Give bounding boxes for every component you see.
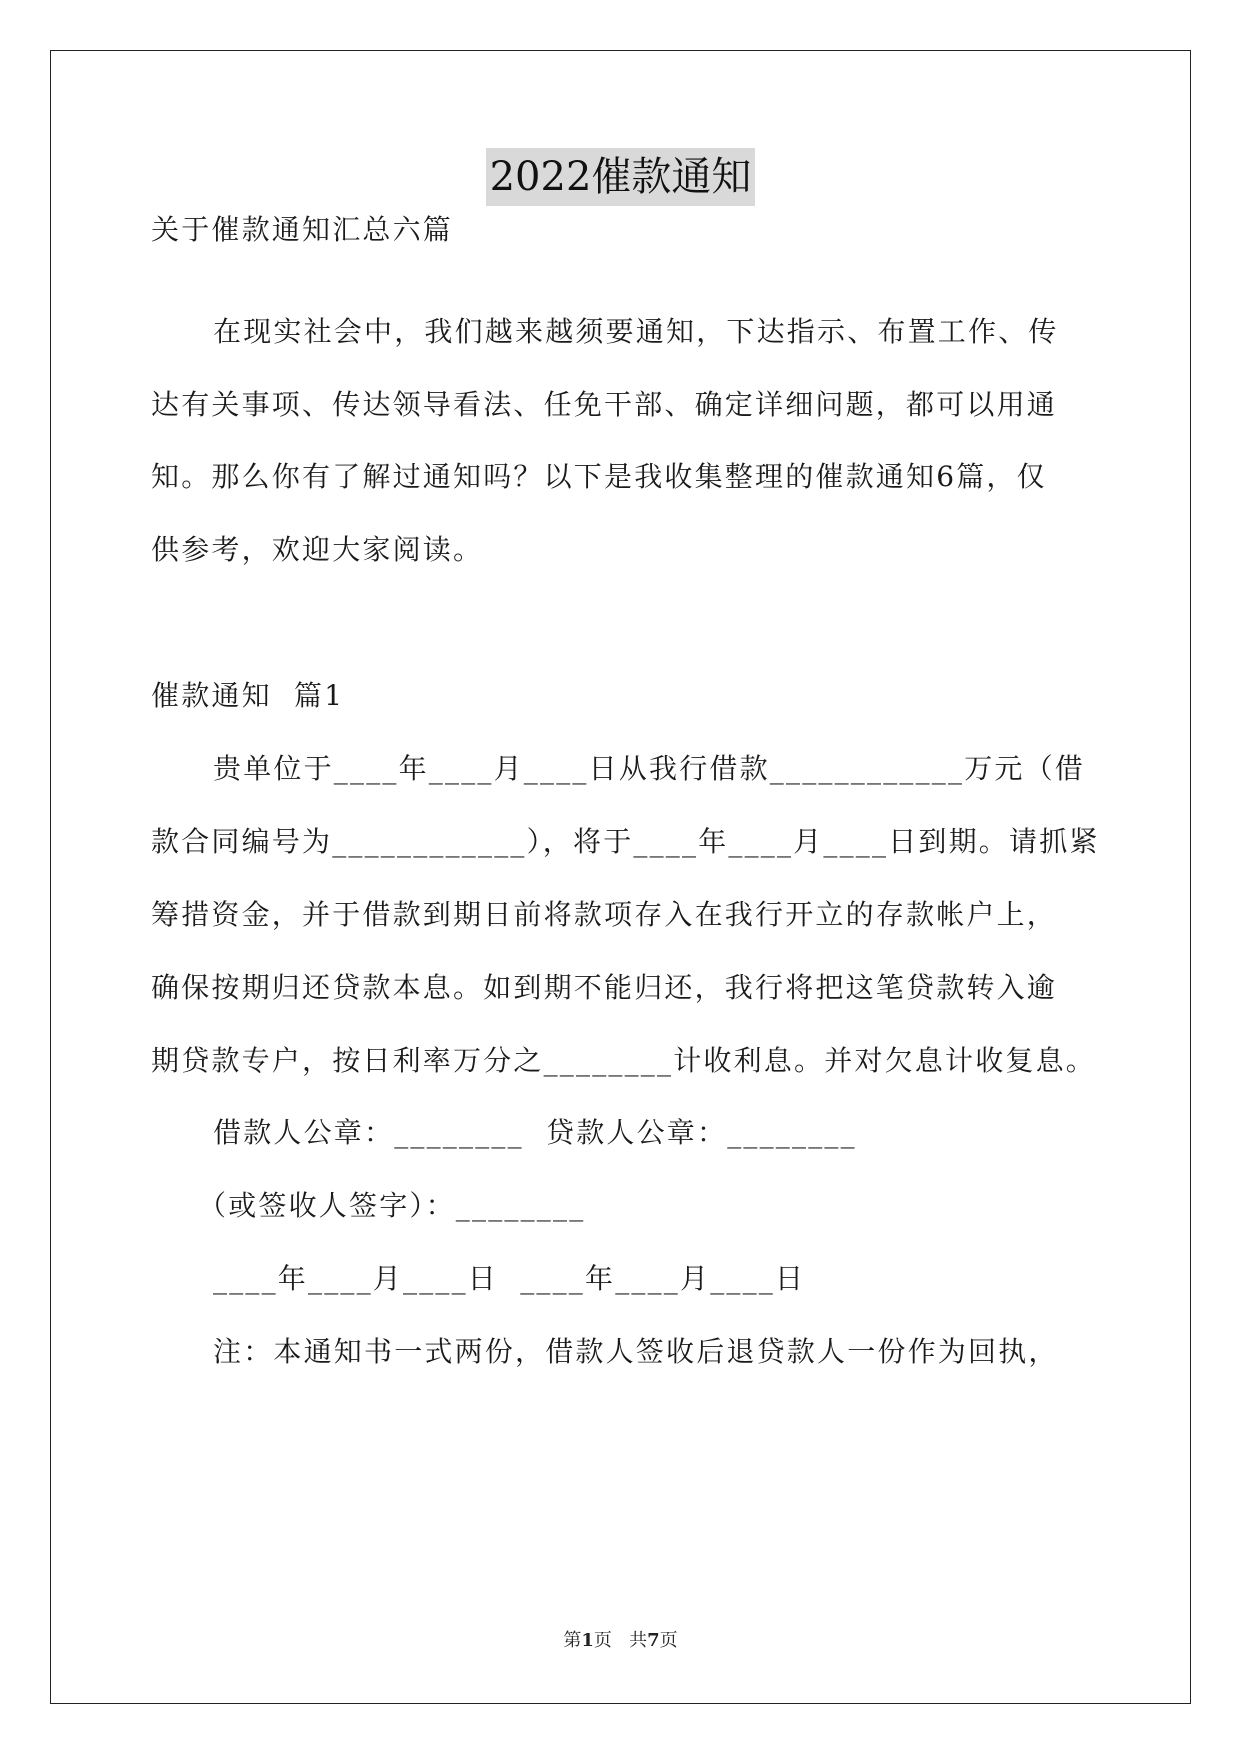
intro-line-1: 在现实社会中，我们越来越须要通知，下达指示、布置工作、传 bbox=[213, 315, 1059, 348]
footer-prefix: 第 bbox=[563, 1630, 582, 1651]
date-line: ____年____月____日 ____年____月____日 bbox=[213, 1262, 806, 1295]
footer-page-number: 1 bbox=[581, 1630, 594, 1651]
body-line-3: 筹措资金，并于借款到期日前将款项存入在我行开立的存款帐户上， bbox=[151, 898, 1058, 931]
section-heading: 催款通知 篇1 bbox=[151, 679, 345, 712]
note-line: 注：本通知书一式两份，借款人签收后退贷款人一份作为回执， bbox=[213, 1335, 1059, 1368]
page-footer bbox=[0, 1629, 1241, 1653]
signature-line: 借款人公章：________ 贷款人公章：________ bbox=[213, 1116, 857, 1149]
title-container bbox=[0, 148, 1241, 206]
document-title: 2022催款通知 bbox=[486, 148, 756, 206]
body-line-1: 贵单位于____年____月____日从我行借款____________万元（借 bbox=[213, 752, 1086, 785]
document-subtitle: 关于催款通知汇总六篇 bbox=[151, 213, 454, 246]
footer-total-pages: 7 bbox=[647, 1630, 660, 1651]
intro-line-2: 达有关事项、传达领导看法、任免干部、确定详细问题，都可以用通 bbox=[151, 388, 1058, 421]
body-line-5: 期贷款专户，按日利率万分之________计收利息。并对欠息计收复息。 bbox=[151, 1044, 1097, 1077]
footer-middle: 页 共 bbox=[593, 1630, 648, 1651]
signer-line: （或签收人签字）：________ bbox=[198, 1189, 586, 1222]
intro-line-4: 供参考，欢迎大家阅读。 bbox=[151, 533, 484, 566]
page-border bbox=[50, 50, 1191, 1704]
body-line-4: 确保按期归还贷款本息。如到期不能归还，我行将把这笔贷款转入逾 bbox=[151, 971, 1058, 1004]
footer-suffix: 页 bbox=[659, 1630, 678, 1651]
intro-line-3: 知。那么你有了解过通知吗？以下是我收集整理的催款通知6篇，仅 bbox=[151, 460, 1047, 493]
body-line-2: 款合同编号为____________），将于____年____月____日到期。请抓紧 bbox=[151, 825, 1100, 858]
